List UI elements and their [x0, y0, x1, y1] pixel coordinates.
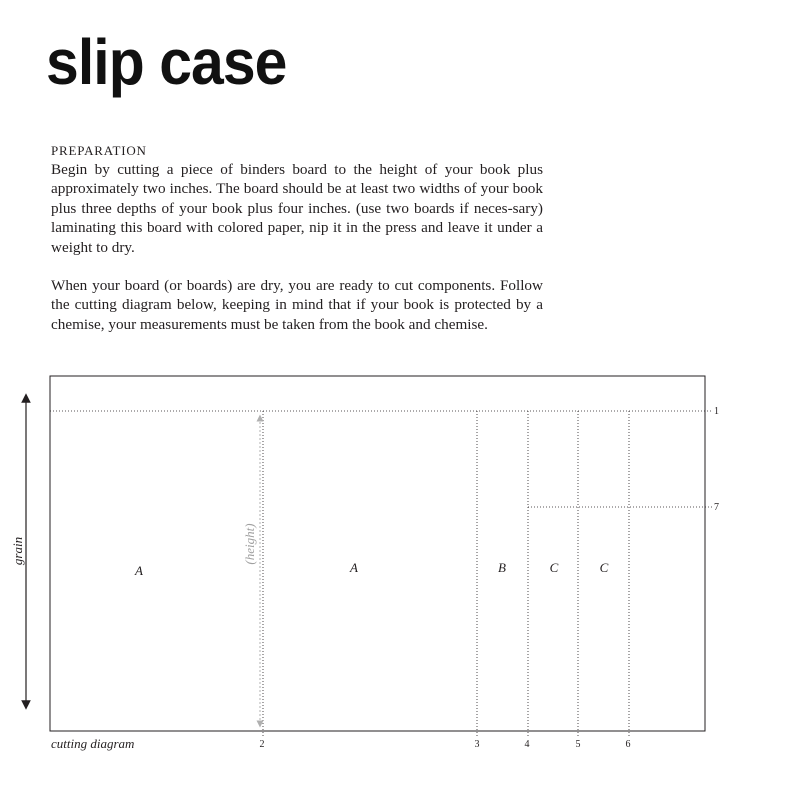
piece-label-b: B [498, 560, 506, 575]
line-number-5: 5 [575, 739, 581, 750]
line-number-7: 7 [714, 502, 719, 513]
paragraph-preparation: Begin by cutting a piece of binders board to the height of your book plus approximately two inches. The board should be at least two widths of your book plus three depths of your book plus four inches. (use two boards if neces-sary) laminating this board with colored paper, nip it in the press and leave it under a weight to dry. [51, 161, 543, 256]
grain-label: grain [10, 536, 25, 566]
height-label: (height) [242, 523, 257, 565]
paragraph-components: When your board (or boards) are dry, you are ready to cut components. Follow the cutting diagram below, keeping in mind that if your book is protected by a chemise, your measurements must be taken from the book and chemise. [51, 277, 543, 333]
diagram-caption: cutting diagram [51, 736, 135, 751]
piece-label-c-first: C [549, 560, 559, 575]
board-outline [50, 376, 705, 731]
line-number-1: 1 [714, 406, 719, 417]
line-number-6: 6 [625, 739, 631, 750]
line-number-2: 2 [259, 739, 265, 750]
line-number-4: 4 [524, 739, 530, 750]
cutting-diagram [0, 360, 794, 785]
page-title: slip case [46, 26, 287, 98]
line-number-3: 3 [474, 739, 480, 750]
piece-label-a-left: A [135, 563, 143, 578]
section-heading: PREPARATION [51, 143, 147, 158]
piece-label-a-right: A [350, 560, 358, 575]
piece-label-c-second: C [599, 560, 609, 575]
